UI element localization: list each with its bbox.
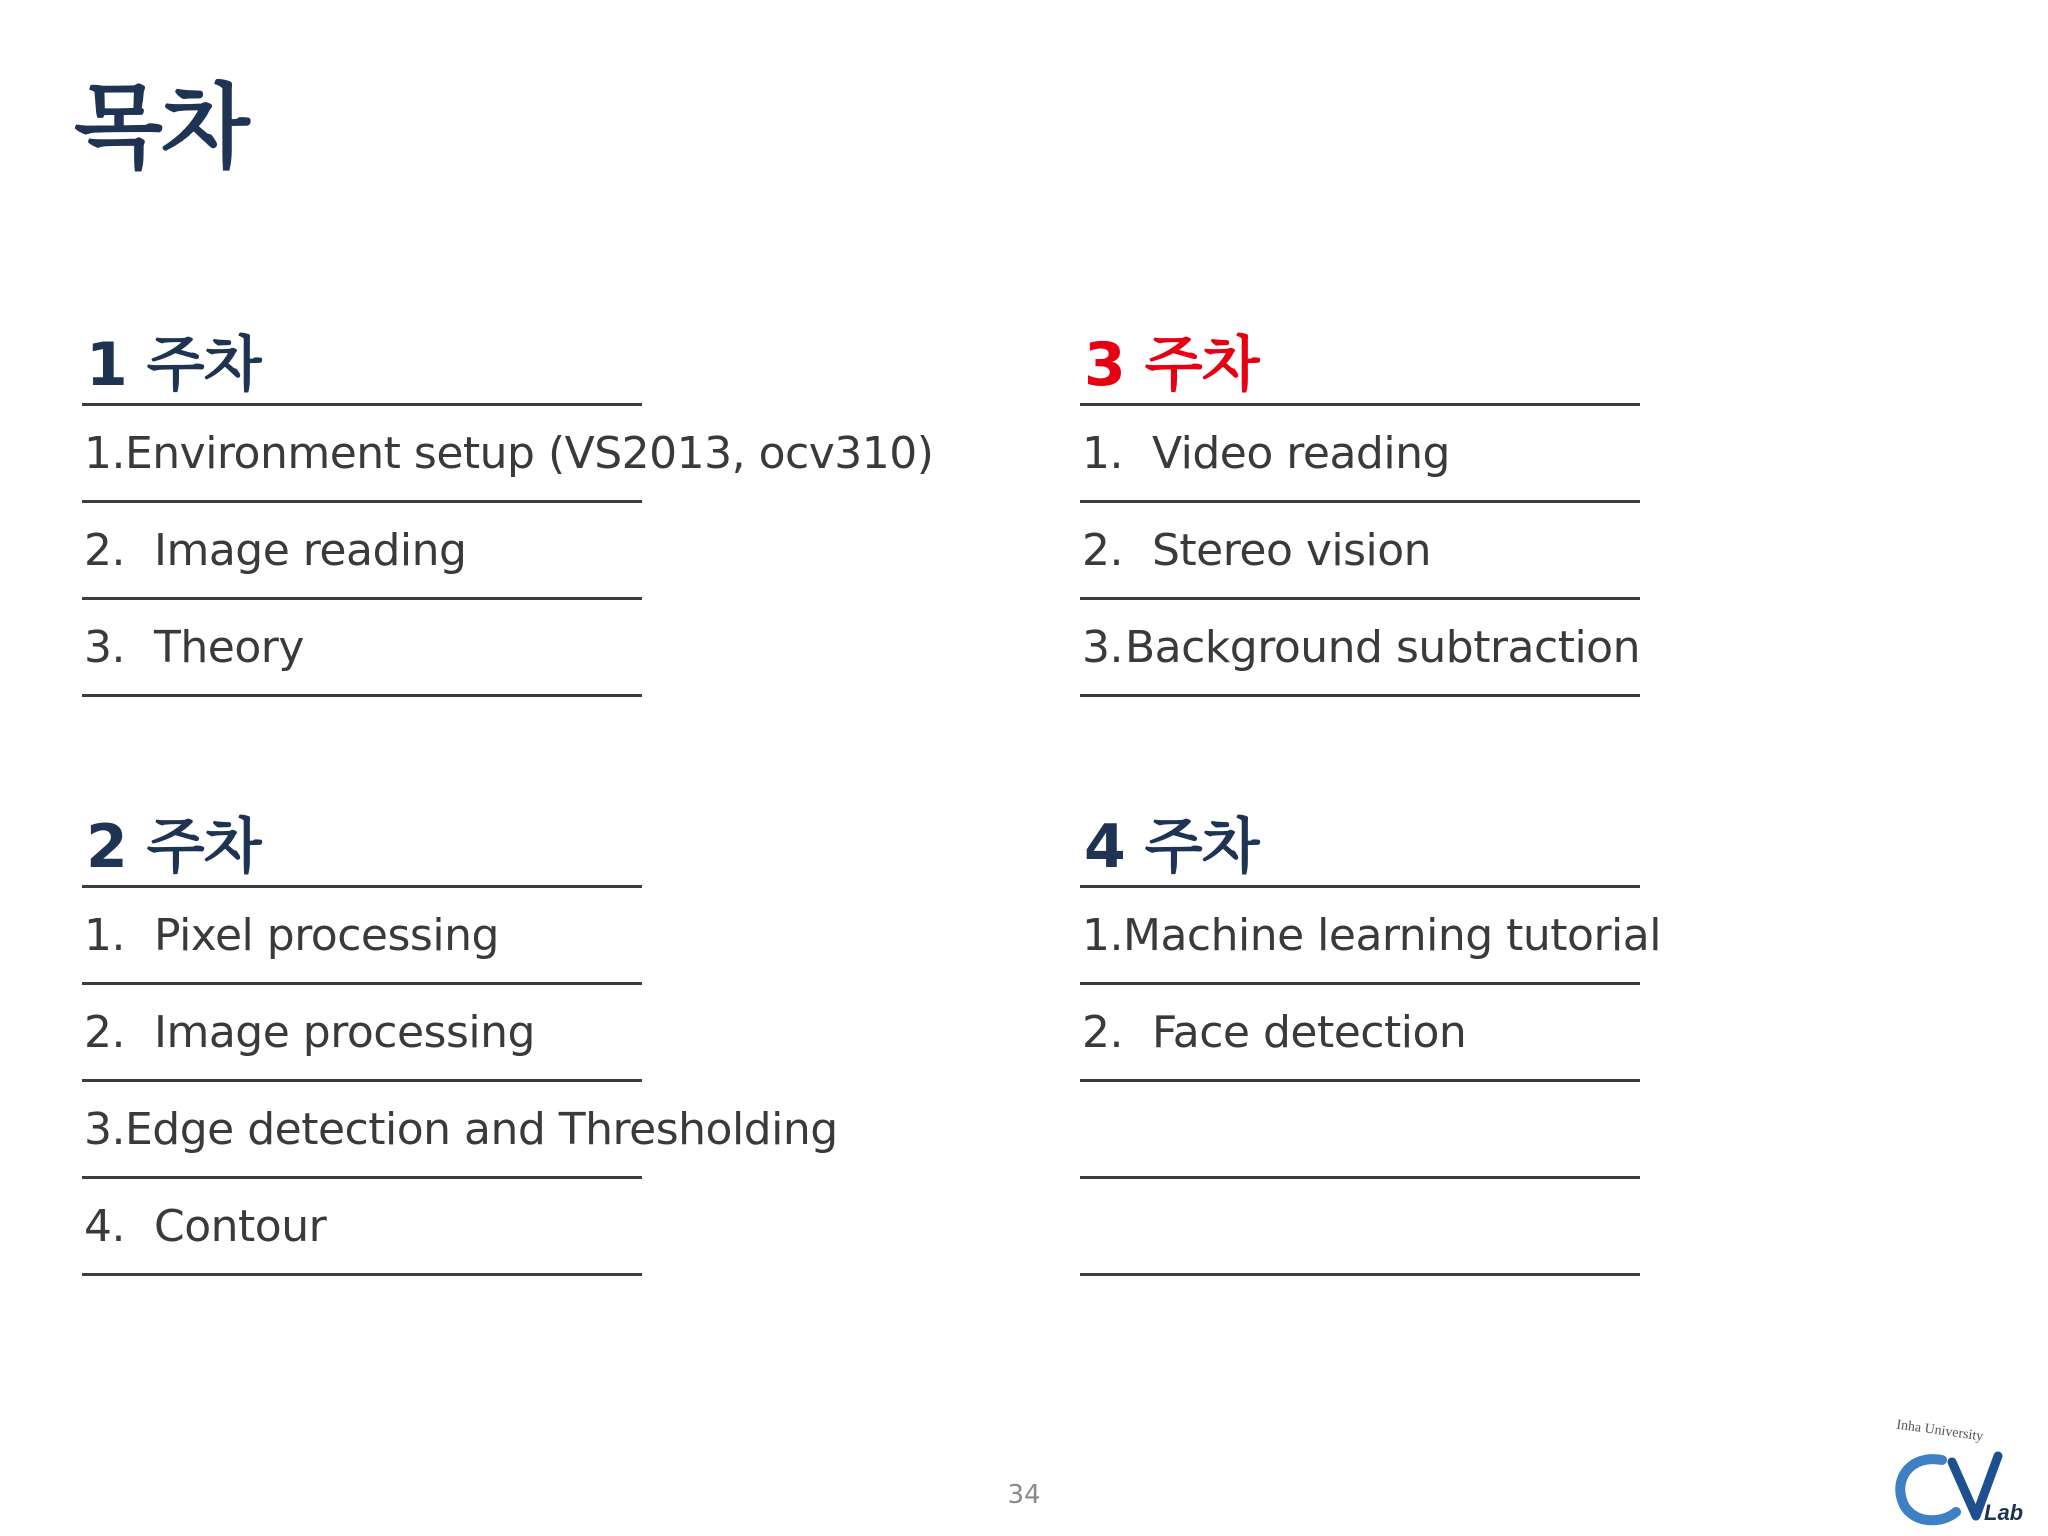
item-text: Background subtraction bbox=[1124, 621, 1640, 673]
item-text: Machine learning tutorial bbox=[1122, 909, 1661, 961]
item-text: Edge detection and Thresholding bbox=[124, 1103, 838, 1155]
item-text: Image processing bbox=[154, 1006, 535, 1058]
item-number: 1. bbox=[84, 909, 125, 961]
list-item bbox=[82, 888, 642, 985]
item-text: Face detection bbox=[1152, 1006, 1467, 1058]
list-item bbox=[1080, 600, 1640, 697]
item-number: 1. bbox=[1082, 427, 1123, 479]
item-text: Theory bbox=[154, 621, 304, 673]
section-heading-current: 3 주차 bbox=[1080, 316, 1640, 406]
item-number: 1. bbox=[84, 427, 125, 479]
slide-title: 목차 bbox=[74, 74, 248, 181]
section-heading: 2 주차 bbox=[82, 798, 642, 888]
section-week-3 bbox=[1080, 316, 1640, 697]
item-text: Environment setup (VS2013, ocv310) bbox=[124, 427, 934, 479]
list-item bbox=[82, 1082, 838, 1179]
item-number: 4. bbox=[84, 1200, 125, 1252]
logo-university-text: Inha University bbox=[1895, 1417, 1985, 1445]
list-item bbox=[1080, 888, 1661, 985]
section-week-4 bbox=[1080, 798, 1661, 1276]
item-text: Pixel processing bbox=[154, 909, 499, 961]
item-text: Contour bbox=[154, 1200, 327, 1252]
list-item-empty bbox=[1080, 1179, 1640, 1276]
list-item bbox=[82, 1179, 642, 1276]
item-number: 2. bbox=[84, 524, 125, 576]
logo-lab-text: Lab bbox=[1984, 1500, 2024, 1525]
list-item bbox=[82, 985, 642, 1082]
list-item bbox=[1080, 406, 1640, 503]
item-text: Video reading bbox=[1152, 427, 1450, 479]
section-heading: 4 주차 bbox=[1080, 798, 1640, 888]
item-number: 3. bbox=[84, 621, 125, 673]
item-number: 3. bbox=[1082, 621, 1123, 673]
list-item bbox=[82, 406, 934, 503]
list-item bbox=[1080, 985, 1640, 1082]
item-number: 3. bbox=[84, 1103, 125, 1155]
list-item bbox=[82, 503, 642, 600]
page-number: 34 bbox=[1007, 1480, 1041, 1510]
item-number: 2. bbox=[1082, 1006, 1123, 1058]
item-text: Stereo vision bbox=[1152, 524, 1432, 576]
cv-lab-logo bbox=[1880, 1410, 2040, 1530]
section-heading: 1 주차 bbox=[82, 316, 642, 406]
section-week-1 bbox=[82, 316, 934, 697]
item-number: 2. bbox=[84, 1006, 125, 1058]
list-item bbox=[82, 600, 642, 697]
item-text: Image reading bbox=[154, 524, 467, 576]
section-week-2 bbox=[82, 798, 838, 1276]
list-item bbox=[1080, 503, 1640, 600]
item-number: 1. bbox=[1082, 909, 1123, 961]
list-item-empty bbox=[1080, 1082, 1640, 1179]
item-number: 2. bbox=[1082, 524, 1123, 576]
